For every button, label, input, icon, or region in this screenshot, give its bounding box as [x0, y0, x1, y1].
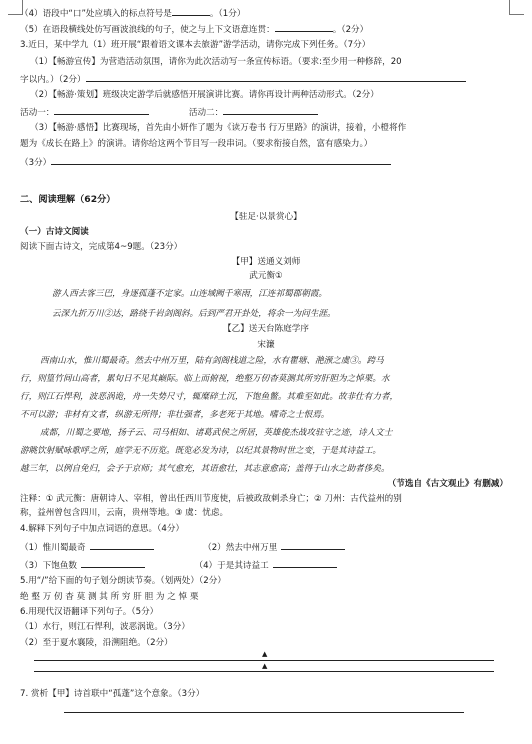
q2-4-line	[20, 6, 245, 20]
prose-b-p3: 越三年，以例自免归，会予于京师；其气愈充，其语愈壮，其志意愈高；盖得于山水之助者侈矣。	[20, 464, 390, 474]
answer-marker-1: ▲	[262, 650, 268, 658]
prose-b-title: 【乙】送天台陈庭学序	[223, 324, 309, 334]
q3-1-line2	[20, 72, 466, 86]
poem-a-line2: 云深九折万川②达，路绕千岩剑阁斜。后到严君开卦处，将余一为问生涯。	[52, 309, 336, 319]
poem-a-author: 武元衡①	[249, 271, 283, 281]
poem-a-line1: 游人西去客三巴，身逐孤蓬不定家。山连域阙千寒雨，江连祁蜀郡朝霞。	[52, 289, 328, 299]
prose-b-p1-line2: 行，则篁竹间山高者，累旬日不见其巅际。临上而俯视，绝壑万仞杳莫测其所穷肝胆为之悼栗。水	[20, 374, 390, 384]
q6-2: （2）至于夏水襄陵，沿溯阻绝。（2分）	[20, 638, 173, 648]
q5-title: 5.用“/”给下面的句子划分朗读节奏。（划两处）（2分）	[20, 576, 226, 586]
q3-1-line1: （1）【畅游宣传】为营造活动氛围，请你为此次活动写一条宣传标语。（要求:至少用一种修辞，20	[30, 57, 402, 67]
q3-intro: 3.近日，某中学九（1）班开展“跟着语文课本去旅游”游学活动，请你完成下列任务。（7分）	[20, 40, 371, 50]
q2-4-text: （4）语段中“口”处应填入的标点符号是	[20, 9, 172, 19]
q3-3-line1: （3）【畅游·感悟】比赛现场，首先由小妍作了题为《读万卷书 行万里路》的演讲，接着，小橙将作	[30, 123, 407, 133]
q3-3-line2: 题为《成长在路上》的演讲。请你给这两个节目写一段串词。（要求衔接自然，富有感染力。）	[20, 139, 373, 149]
q7-answer-line[interactable]	[64, 712, 464, 713]
q4-2-text: （2）然去中州万里	[203, 543, 278, 553]
prose-b-p2-line1: 成都，川蜀之要地，扬子云、司马相如、诸葛武侯之所居，英雄俊杰战攻驻守之迹，诗人文士	[40, 428, 393, 438]
q4-4-text: （4）于是其诗益工	[194, 561, 269, 571]
notes-line1: 注释：① 武元衡：唐朝诗人、宰相，曾出任西川节度使，后被政敌刺杀身亡；② 刀州：古代益州的别	[20, 494, 402, 504]
q3-2-act1-label: 活动一：	[20, 108, 55, 118]
q3-3-line3	[20, 155, 391, 169]
part-1-instruction: 阅读下面古诗文，完成第4~9题。（23分）	[20, 242, 183, 252]
q6-title: 6.用现代汉语翻译下列句子。（5分）	[20, 607, 159, 617]
notes-line2: 称，益州曾包含四川，云南，贵州等地。③ 虞：忧虑。	[20, 508, 229, 518]
prose-b-author: 宋濂	[257, 340, 275, 350]
q4-2-blank[interactable]	[281, 540, 345, 550]
q7-title: 7. 赏析【甲】诗首联中“孤蓬”这个意象。（3分）	[20, 689, 205, 699]
q3-1-blank[interactable]	[86, 72, 466, 82]
q2-4-score: 。（1分）	[209, 9, 246, 19]
section-2-title: 二、阅读理解（62分）	[20, 194, 116, 205]
section-2-subtitle: 【驻足·以景赏心】	[230, 212, 302, 222]
q4-1-text: （1）惟川蜀最奇	[20, 543, 86, 553]
q4-row2	[20, 558, 337, 572]
poem-a-title: 【甲】送通义刘师	[231, 257, 301, 267]
q5-sentence: 绝 壑 万 仞 杳 莫 测 其 所 穷 肝 胆 为 之 悼 栗	[20, 592, 199, 602]
prose-b-p1-line3: 行，则江石悍利，波恶涡诡，舟一失势尺寸，辄糜碎土沉，下饱鱼鳖。其难至如此。故非仕有力者，	[20, 392, 399, 402]
q3-2-act2-blank[interactable]	[223, 105, 318, 115]
prose-b-p2-line2: 游眺饮射赋咏歌呼之所，庭学无不历览。既览必发为诗，以纪其景物时世之变，于是其诗益工。	[20, 446, 381, 456]
q4-4-blank[interactable]	[273, 558, 337, 568]
q3-2-act1-blank[interactable]	[54, 105, 149, 115]
q4-3-text: （3）下饱鱼数	[20, 561, 78, 571]
answer-marker-2: ▲	[262, 662, 268, 670]
q2-5-text: （5）在语段横线处仿写画波浪线的句子，使之与上下文语意连贯：	[20, 25, 275, 35]
q3-3-score: （3分）	[20, 158, 52, 168]
q2-4-blank[interactable]	[172, 6, 210, 16]
q3-1-score: 字以内。）（2分）	[20, 75, 86, 85]
prose-b-p1-line4: 不可以游；非材有文者，纵游无所得；非壮强者，多老死于其地。嗜奇之士恨焉。	[20, 410, 330, 420]
crop-mark-right	[509, 0, 524, 15]
q4-row1	[20, 540, 345, 554]
q4-title: 4.解释下列句子中加点词语的意思。（4分）	[20, 524, 185, 534]
answer-line-1[interactable]	[34, 660, 494, 661]
q6-1: （1）水行，则江石悍利，波恶涡诡。（3分）	[20, 622, 190, 632]
q4-3-blank[interactable]	[81, 558, 145, 568]
source-note: （节选自《古文观止》有删减）	[387, 479, 508, 489]
q3-2-activities	[20, 105, 318, 119]
q3-3-blank[interactable]	[51, 155, 391, 165]
prose-b-p1-line1: 西南山水，惟川蜀最奇。然去中州万里，陆有剑阁栈道之险，水有瞿塘、滟滪之虞③。跨马	[40, 356, 384, 366]
q3-2-act2-label: 活动二：	[188, 108, 224, 118]
q2-5-blank[interactable]	[275, 22, 333, 32]
q2-5-score: 。（2分）	[332, 25, 369, 35]
part-1-title: （一）古诗文阅读	[20, 227, 89, 237]
answer-line-2[interactable]	[34, 671, 494, 672]
q2-5-line	[20, 22, 368, 36]
q4-1-blank[interactable]	[90, 540, 154, 550]
q3-2-line1: （2）【畅游·策划】班级决定游学后就感悟开展演讲比赛。请你再设计两种活动形式。（2分）	[30, 90, 379, 100]
